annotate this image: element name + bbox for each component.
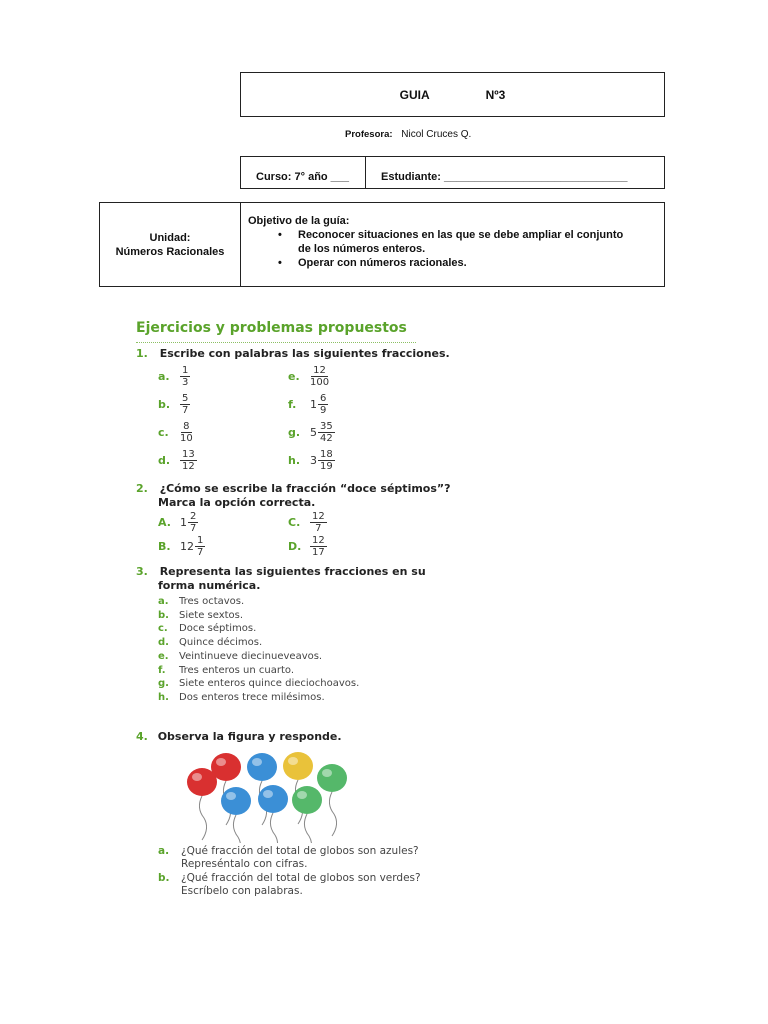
estudiante-field[interactable]: Estudiante: ______________________________ xyxy=(381,171,628,183)
item-letter: c. xyxy=(158,426,169,439)
unidad-objetivo-table xyxy=(99,202,665,287)
item-letter: d. xyxy=(158,637,169,649)
question-text-line2: forma numérica. xyxy=(158,579,261,592)
numerator: 12 xyxy=(312,535,325,546)
fraction-parts xyxy=(318,449,335,472)
item-text: Tres octavos. xyxy=(179,596,245,607)
fraction-parts xyxy=(310,511,327,534)
item-text: Quince décimos. xyxy=(179,637,263,649)
fraction-parts xyxy=(195,535,205,558)
guia-label: GUIA xyxy=(399,87,430,102)
fraction xyxy=(310,393,328,416)
q4-b-line1: ¿Qué fracción del total de globos son verdes? xyxy=(181,872,421,884)
objetivo-item: • Reconocer situaciones en las que se debe ampliar el conjunto xyxy=(248,228,623,242)
fraction-whole: 1 xyxy=(180,515,187,529)
item-letter: h. xyxy=(288,454,301,467)
balloons-figure xyxy=(180,748,360,843)
item-letter: h. xyxy=(158,691,169,703)
profesora-label: Profesora: xyxy=(345,129,393,140)
option-letter: C. xyxy=(288,516,301,529)
balloon xyxy=(258,785,288,843)
option-letter: A. xyxy=(158,516,171,529)
numerator: 18 xyxy=(320,449,333,460)
q4-answer-b xyxy=(158,872,421,898)
q1-item xyxy=(158,393,190,416)
question-text: Representa las siguientes fracciones en su xyxy=(159,565,426,578)
fraction-whole: 1 xyxy=(310,397,317,411)
item-text: Doce séptimos. xyxy=(179,623,257,635)
q3-item xyxy=(158,678,359,689)
denominator: 17 xyxy=(312,547,325,558)
q3-item xyxy=(158,692,325,703)
balloon-body xyxy=(221,787,251,815)
fraction-parts xyxy=(188,511,198,534)
q1-item xyxy=(288,421,335,444)
question-2 xyxy=(136,482,451,510)
q3-item xyxy=(158,665,294,676)
unidad-name: Números Racionales xyxy=(115,245,225,258)
q4-b-line2: Escríbelo con palabras. xyxy=(181,885,303,897)
denominator: 100 xyxy=(310,377,330,388)
denominator: 7 xyxy=(182,405,189,416)
fraction-parts xyxy=(180,393,190,416)
fraction xyxy=(310,421,335,444)
title-divider xyxy=(136,342,416,343)
profesora-line xyxy=(345,129,471,140)
item-letter: g. xyxy=(288,426,301,439)
item-letter: b. xyxy=(158,398,171,411)
denominator: 19 xyxy=(320,461,333,472)
question-3 xyxy=(136,565,426,593)
question-number: 3. xyxy=(136,565,148,578)
q4-a-line1: ¿Qué fracción del total de globos son azules? xyxy=(181,845,419,857)
question-text: Observa la figura y responde. xyxy=(157,730,342,743)
numerator: 6 xyxy=(320,393,327,404)
fraction xyxy=(310,365,329,388)
curso-estudiante-row xyxy=(240,156,665,189)
balloon-body xyxy=(283,752,313,780)
q1-item xyxy=(288,393,328,416)
balloon-body xyxy=(247,753,277,781)
fraction-parts xyxy=(180,421,193,444)
q2-option[interactable] xyxy=(288,535,327,558)
balloon xyxy=(292,786,322,843)
item-text: Siete sextos. xyxy=(179,609,244,621)
fraction-parts xyxy=(180,365,190,388)
fraction xyxy=(180,511,198,534)
q1-item xyxy=(288,365,329,388)
balloon-highlight xyxy=(297,791,307,799)
curso-field[interactable]: Curso: 7° año ___ xyxy=(241,157,366,188)
fraction xyxy=(180,535,205,558)
numerator: 8 xyxy=(183,421,190,432)
balloon-string xyxy=(304,814,311,843)
item-letter: a. xyxy=(158,596,169,607)
numerator: 5 xyxy=(182,393,189,404)
item-letter: f. xyxy=(288,398,297,411)
q2-option[interactable] xyxy=(288,511,327,534)
item-letter: d. xyxy=(158,454,171,467)
item-letter: g. xyxy=(158,678,169,690)
fraction xyxy=(180,393,190,416)
fraction-parts xyxy=(318,393,328,416)
balloon-highlight xyxy=(216,758,226,766)
question-text-line2: Marca la opción correcta. xyxy=(158,496,316,509)
fraction xyxy=(310,449,335,472)
guia-number: Nº3 xyxy=(485,87,506,102)
objetivo-list xyxy=(248,228,623,270)
fraction xyxy=(180,365,190,388)
balloon-body xyxy=(317,764,347,792)
denominator: 7 xyxy=(190,523,197,534)
question-text: Escribe con palabras las siguientes fracciones. xyxy=(159,347,450,360)
item-letter: c. xyxy=(158,623,168,635)
item-text: Siete enteros quince dieciochoavos. xyxy=(179,678,360,690)
fraction xyxy=(310,535,327,558)
question-text: ¿Cómo se escribe la fracción “doce séptimos”? xyxy=(159,482,451,495)
denominator: 9 xyxy=(320,405,327,416)
balloon-string xyxy=(199,796,206,840)
fraction-whole: 3 xyxy=(310,453,317,467)
q3-item xyxy=(158,637,262,648)
item-letter: b. xyxy=(158,872,170,884)
denominator: 12 xyxy=(182,461,195,472)
fraction-whole: 12 xyxy=(180,539,194,553)
objetivo-item: • Operar con números racionales. xyxy=(248,256,623,270)
fraction-whole: 5 xyxy=(310,425,317,439)
q4-a-line2: Represéntalo con cifras. xyxy=(181,858,308,870)
balloon xyxy=(187,768,217,840)
denominator: 42 xyxy=(320,433,333,444)
numerator: 2 xyxy=(190,511,197,522)
q2-option[interactable] xyxy=(158,535,205,558)
balloon-string xyxy=(329,792,336,836)
q4-answer-a xyxy=(158,845,419,871)
unidad-label: Unidad: xyxy=(149,231,191,244)
q1-item xyxy=(158,449,197,472)
fraction xyxy=(180,449,197,472)
question-number: 1. xyxy=(136,347,148,360)
item-letter: b. xyxy=(158,609,169,621)
option-letter: D. xyxy=(288,540,302,553)
fraction-parts xyxy=(310,535,327,558)
balloon xyxy=(221,787,251,843)
balloon-body xyxy=(211,753,241,781)
balloon-string xyxy=(270,813,277,843)
objetivo-title: Objetivo de la guía: xyxy=(248,215,350,227)
q3-item xyxy=(158,651,322,662)
question-number: 4. xyxy=(136,730,148,743)
balloon-highlight xyxy=(322,769,332,777)
guia-title-box xyxy=(240,72,665,117)
numerator: 13 xyxy=(182,449,195,460)
balloon-highlight xyxy=(263,790,273,798)
item-text: Dos enteros trece milésimos. xyxy=(179,691,325,703)
denominator: 7 xyxy=(197,547,204,558)
balloon-highlight xyxy=(226,792,236,800)
q2-option[interactable] xyxy=(158,511,198,534)
balloon-body xyxy=(292,786,322,814)
objetivo-cell xyxy=(241,203,623,286)
question-number: 2. xyxy=(136,482,148,495)
item-letter: f. xyxy=(158,664,166,676)
balloon-body xyxy=(258,785,288,813)
q1-item xyxy=(288,449,335,472)
numerator: 35 xyxy=(320,421,333,432)
exercises-title: Ejercicios y problemas propuestos xyxy=(136,320,407,336)
q3-item xyxy=(158,610,243,621)
q3-item xyxy=(158,623,256,634)
objetivo-item-continuation: de los números enteros. xyxy=(298,243,426,255)
profesora-name: Nicol Cruces Q. xyxy=(401,129,472,140)
item-text: Tres enteros un cuarto. xyxy=(179,664,295,676)
item-letter: e. xyxy=(158,650,169,662)
balloon-highlight xyxy=(192,773,202,781)
fraction xyxy=(310,511,327,534)
balloon-highlight xyxy=(252,758,262,766)
numerator: 1 xyxy=(197,535,204,546)
numerator: 1 xyxy=(182,365,189,376)
item-letter: a. xyxy=(158,845,170,857)
balloon-string xyxy=(233,815,240,843)
fraction-parts xyxy=(180,449,197,472)
q1-item xyxy=(158,365,190,388)
numerator: 12 xyxy=(312,511,325,522)
fraction-parts xyxy=(310,365,329,388)
numerator: 12 xyxy=(313,365,326,376)
q1-item xyxy=(158,421,193,444)
question-4 xyxy=(136,730,342,744)
item-text: Veintinueve diecinueveavos. xyxy=(179,650,323,662)
denominator: 7 xyxy=(315,523,322,534)
q3-item xyxy=(158,596,244,607)
denominator: 10 xyxy=(180,433,193,444)
denominator: 3 xyxy=(182,377,189,388)
question-1 xyxy=(136,347,450,361)
unidad-cell xyxy=(100,203,241,286)
item-letter: e. xyxy=(288,370,300,383)
fraction xyxy=(180,421,193,444)
option-letter: B. xyxy=(158,540,171,553)
balloon-highlight xyxy=(288,757,298,765)
fraction-parts xyxy=(318,421,335,444)
item-letter: a. xyxy=(158,370,170,383)
